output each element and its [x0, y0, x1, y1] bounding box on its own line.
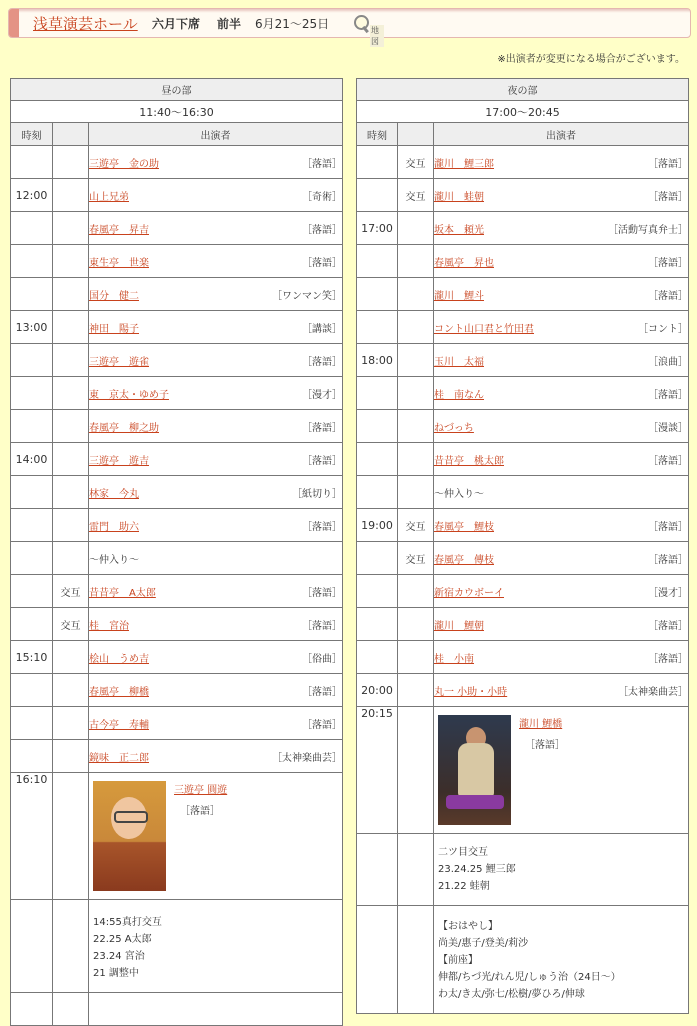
kotai-cell — [53, 542, 89, 575]
kotai-cell: 交互 — [398, 146, 434, 179]
program-row — [11, 146, 343, 179]
program-row — [357, 674, 689, 707]
program-row — [11, 641, 343, 674]
genre-label: ［漫才］ — [648, 587, 688, 599]
header-accent-bar — [9, 9, 19, 37]
performer-photo[interactable] — [438, 715, 511, 825]
time-cell — [357, 542, 398, 575]
kotai-cell — [53, 443, 89, 476]
genre-label: ［落語］ — [648, 389, 688, 401]
genre-label: ［落語］ — [302, 158, 342, 170]
kotai-cell — [53, 146, 89, 179]
time-cell — [357, 834, 398, 906]
performer-link[interactable]: 春風亭 柳之助 — [89, 422, 159, 434]
performer-link[interactable]: 桂 南なん — [434, 389, 484, 401]
program-row — [11, 443, 343, 476]
genre-label: ［漫才］ — [302, 389, 342, 401]
genre-label: ［落語］ — [302, 224, 342, 236]
performer-link[interactable]: 春風亭 昇也 — [434, 257, 494, 269]
time-cell — [11, 993, 53, 1026]
performer-cell — [89, 740, 343, 773]
performer-cell — [434, 509, 689, 542]
performer-cell — [89, 476, 343, 509]
program-row — [357, 410, 689, 443]
kotai-cell — [53, 740, 89, 773]
day-notes — [89, 900, 343, 993]
performer-cell — [434, 674, 689, 707]
performer-cell — [89, 278, 343, 311]
time-cell — [11, 509, 53, 542]
kotai-cell — [53, 509, 89, 542]
program-period: 六月下席 — [152, 17, 201, 31]
performer-link[interactable]: 国分 健二 — [89, 290, 139, 302]
performer-cell — [89, 146, 343, 179]
map-label: 地図 — [370, 25, 384, 47]
performer-cell — [434, 146, 689, 179]
performer-link[interactable]: 古今亭 寿輔 — [89, 719, 149, 731]
kotai-cell — [53, 311, 89, 344]
program-row — [11, 476, 343, 509]
time-cell — [11, 575, 53, 608]
featured-performer — [89, 773, 343, 900]
kotai-cell — [53, 344, 89, 377]
performer-link[interactable]: 三遊亭 遊吉 — [89, 455, 149, 467]
program-row — [357, 608, 689, 641]
featured-time: 20:15 — [357, 707, 398, 834]
performer-cell — [89, 245, 343, 278]
time-cell — [357, 476, 398, 509]
program-header — [8, 8, 691, 46]
time-cell — [357, 179, 398, 212]
performer-cell — [434, 476, 689, 509]
genre-label: ［活動写真弁士］ — [608, 224, 688, 236]
intermission-label: 〜仲入り〜 — [89, 554, 139, 566]
program-row — [11, 674, 343, 707]
program-row — [357, 212, 689, 245]
featured-time: 16:10 — [11, 773, 53, 900]
performer-cell — [434, 608, 689, 641]
time-cell — [11, 377, 53, 410]
kotai-cell — [53, 773, 89, 900]
program-row — [357, 641, 689, 674]
genre-label: ［浪曲］ — [648, 356, 688, 368]
program-row — [11, 212, 343, 245]
time-cell: 20:00 — [357, 674, 398, 707]
genre-label: ［落語］ — [648, 521, 688, 533]
performer-link[interactable]: 桂 宮治 — [89, 620, 129, 632]
kotai-cell — [53, 476, 89, 509]
night-section-hours: 17:00〜20:45 — [357, 101, 689, 123]
program-row — [357, 344, 689, 377]
program-row — [11, 509, 343, 542]
program-row — [11, 575, 343, 608]
performer-link[interactable]: 桧山 うめ吉 — [89, 653, 149, 665]
time-cell — [357, 245, 398, 278]
featured-genre: ［落語］ — [180, 806, 220, 817]
performer-link[interactable]: 瀧川 鯉朝 — [434, 620, 484, 632]
genre-label: ［紙切り］ — [292, 488, 342, 500]
program-row — [11, 278, 343, 311]
featured-performer — [434, 707, 689, 834]
genre-label: ［落語］ — [302, 356, 342, 368]
time-cell: 19:00 — [357, 509, 398, 542]
note-line: 二ツ目交互 — [438, 847, 488, 858]
performer-link[interactable]: コント山口君と竹田君 — [434, 323, 534, 335]
genre-label: ［落語］ — [648, 191, 688, 203]
photo-body — [458, 743, 494, 797]
kotai-cell — [398, 443, 434, 476]
time-cell — [357, 906, 398, 1014]
time-cell — [357, 311, 398, 344]
time-cell — [357, 278, 398, 311]
performer-link[interactable]: 昔昔亭 A太郎 — [89, 587, 156, 599]
time-cell — [11, 740, 53, 773]
kotai-cell — [53, 377, 89, 410]
time-column-header: 時刻 — [11, 123, 53, 146]
time-cell — [357, 410, 398, 443]
program-row — [357, 377, 689, 410]
time-cell — [357, 443, 398, 476]
program-row — [357, 542, 689, 575]
kotai-cell — [53, 212, 89, 245]
note-line: 尚美/惠子/登美/莉沙 — [438, 938, 529, 949]
time-cell — [357, 146, 398, 179]
genre-label: ［俗曲］ — [302, 653, 342, 665]
program-row — [357, 278, 689, 311]
note-line: わ太/き太/弥七/松樹/夢ひろ/伸球 — [438, 989, 585, 1000]
program-row — [11, 707, 343, 740]
time-cell — [11, 344, 53, 377]
genre-label: ［落語］ — [648, 290, 688, 302]
performer-cell — [89, 377, 343, 410]
note-line: 21.22 蛙朝 — [438, 881, 490, 892]
kotai-cell: 交互 — [398, 509, 434, 542]
performer-column-header: 出演者 — [89, 123, 343, 146]
note-line: 伸都/ちづ光/れん児/しゅう治（24日〜） — [438, 972, 621, 983]
featured-performer-link[interactable]: 瀧川 鯉橋 — [519, 719, 563, 730]
kotai-cell — [398, 707, 434, 834]
performer-cell — [434, 179, 689, 212]
performer-link[interactable]: 春風亭 柳橋 — [89, 686, 149, 698]
program-row — [11, 245, 343, 278]
performer-link[interactable]: 瀧川 鯉斗 — [434, 290, 484, 302]
time-cell — [11, 212, 53, 245]
kotai-cell — [398, 344, 434, 377]
kotai-cell — [398, 674, 434, 707]
performer-cell — [89, 674, 343, 707]
genre-label: ［落語］ — [648, 653, 688, 665]
kotai-cell — [53, 707, 89, 740]
performer-cell — [434, 641, 689, 674]
time-cell — [357, 641, 398, 674]
performer-cell — [89, 443, 343, 476]
kotai-cell — [53, 993, 89, 1026]
performer-link[interactable]: 新宿カウボーイ — [434, 587, 504, 599]
performer-link[interactable]: 玉川 太福 — [434, 356, 484, 368]
program-row — [11, 377, 343, 410]
kotai-cell — [53, 179, 89, 212]
performer-cell — [89, 410, 343, 443]
genre-label: ［落語］ — [302, 257, 342, 269]
performer-link[interactable]: 三遊亭 金の助 — [89, 158, 159, 170]
performer-link[interactable]: 昔昔亭 桃太郎 — [434, 455, 504, 467]
genre-label: ［落語］ — [648, 455, 688, 467]
time-column-header: 時刻 — [357, 123, 398, 146]
performer-cell — [434, 443, 689, 476]
alt-column-header — [398, 123, 434, 146]
empty-cell — [89, 993, 343, 1026]
performer-link[interactable]: 山上兄弟 — [89, 191, 129, 203]
performer-link[interactable]: 坂本 頼光 — [434, 224, 484, 236]
note-line: 22.25 A太郎 — [93, 934, 152, 945]
kotai-cell — [398, 575, 434, 608]
night-program-table — [356, 78, 689, 1014]
program-row — [357, 146, 689, 179]
featured-performer-link[interactable]: 三遊亭 圓遊 — [174, 785, 228, 796]
kotai-cell — [398, 641, 434, 674]
time-cell — [357, 377, 398, 410]
night-section-label: 夜の部 — [357, 79, 689, 101]
kotai-cell: 交互 — [398, 542, 434, 575]
program-row — [11, 410, 343, 443]
genre-label: ［落語］ — [648, 554, 688, 566]
time-cell — [11, 542, 53, 575]
genre-label: ［落語］ — [302, 521, 342, 533]
time-cell: 12:00 — [11, 179, 53, 212]
performer-cell — [434, 245, 689, 278]
kotai-cell: 交互 — [398, 179, 434, 212]
time-cell: 18:00 — [357, 344, 398, 377]
note-line: 21 調整中 — [93, 968, 139, 979]
genre-label: ［コント］ — [638, 323, 688, 335]
performer-link[interactable]: 丸一 小助・小時 — [434, 686, 508, 698]
program-row — [357, 179, 689, 212]
program-row — [357, 245, 689, 278]
time-cell: 15:10 — [11, 641, 53, 674]
kotai-cell — [53, 410, 89, 443]
program-row — [357, 509, 689, 542]
time-cell — [11, 674, 53, 707]
genre-label: ［落語］ — [302, 422, 342, 434]
genre-label: ［奇術］ — [302, 191, 342, 203]
map-link[interactable] — [354, 15, 384, 46]
performer-cell — [89, 212, 343, 245]
kotai-cell — [53, 278, 89, 311]
note-line: 14:55真打交互 — [93, 917, 162, 928]
kotai-cell — [53, 641, 89, 674]
performer-cell — [434, 542, 689, 575]
photo-glasses — [114, 811, 148, 823]
venue-title-link[interactable]: 浅草演芸ホール — [33, 15, 138, 33]
performer-link[interactable]: 東 京太・ゆめ子 — [89, 389, 169, 401]
program-row — [11, 542, 343, 575]
time-cell: 13:00 — [11, 311, 53, 344]
program-row — [11, 311, 343, 344]
performer-link[interactable]: 春風亭 傳枝 — [434, 554, 494, 566]
genre-label: ［落語］ — [302, 455, 342, 467]
time-cell — [11, 410, 53, 443]
note-line: 23.24 宮治 — [93, 951, 145, 962]
performer-link[interactable]: 林家 今丸 — [89, 488, 139, 500]
time-cell — [11, 476, 53, 509]
program-row — [11, 608, 343, 641]
genre-label: ［落語］ — [648, 158, 688, 170]
program-row — [11, 344, 343, 377]
performer-cell — [434, 344, 689, 377]
genre-label: ［ワンマン笑］ — [272, 290, 342, 302]
performer-cell — [434, 575, 689, 608]
performer-cell — [434, 311, 689, 344]
performer-cell — [89, 707, 343, 740]
kotai-cell — [398, 278, 434, 311]
time-cell — [11, 245, 53, 278]
program-row — [357, 311, 689, 344]
kotai-cell: 交互 — [53, 575, 89, 608]
magnifier-handle — [362, 26, 369, 33]
performer-link[interactable]: 鏡味 正二郎 — [89, 752, 149, 764]
change-notice: ※出演者が変更になる場合がございます。 — [497, 54, 685, 65]
alt-column-header — [53, 123, 89, 146]
kotai-cell — [398, 377, 434, 410]
day-section-label: 昼の部 — [11, 79, 343, 101]
performer-cell — [434, 377, 689, 410]
performer-cell — [89, 509, 343, 542]
performer-link[interactable]: 春風亭 昇吉 — [89, 224, 149, 236]
time-cell — [11, 900, 53, 993]
performer-cell — [89, 542, 343, 575]
performer-photo[interactable] — [93, 781, 166, 891]
performer-cell — [89, 608, 343, 641]
genre-label: ［落語］ — [648, 620, 688, 632]
featured-genre: ［落語］ — [525, 740, 565, 751]
time-cell — [11, 608, 53, 641]
genre-label: ［漫談］ — [648, 422, 688, 434]
kotai-cell: 交互 — [53, 608, 89, 641]
performer-link[interactable]: 瀧川 鯉三郎 — [434, 158, 494, 170]
program-row — [11, 740, 343, 773]
genre-label: ［落語］ — [648, 257, 688, 269]
genre-label: ［講談］ — [302, 323, 342, 335]
program-row — [357, 443, 689, 476]
kotai-cell — [398, 834, 434, 906]
performer-cell — [89, 344, 343, 377]
performer-column-header: 出演者 — [434, 123, 689, 146]
genre-label: ［太神楽曲芸］ — [272, 752, 342, 764]
performer-link[interactable]: 春風亭 鯉枝 — [434, 521, 494, 533]
genre-label: ［落語］ — [302, 620, 342, 632]
kotai-cell — [53, 674, 89, 707]
time-cell — [11, 707, 53, 740]
note-line: 【前座】 — [438, 955, 478, 966]
time-cell: 17:00 — [357, 212, 398, 245]
performer-cell — [89, 179, 343, 212]
kotai-cell — [53, 245, 89, 278]
time-cell — [11, 278, 53, 311]
kotai-cell — [398, 410, 434, 443]
performer-cell — [89, 311, 343, 344]
performer-cell — [89, 575, 343, 608]
kotai-cell — [398, 906, 434, 1014]
performer-cell — [434, 410, 689, 443]
night-notes-rotation — [434, 834, 689, 906]
photo-cushion — [446, 795, 504, 809]
genre-label: ［落語］ — [302, 719, 342, 731]
note-line: 23.24.25 鯉三郎 — [438, 864, 516, 875]
time-cell: 14:00 — [11, 443, 53, 476]
genre-label: ［太神楽曲芸］ — [618, 686, 688, 698]
performer-link[interactable]: 桂 小南 — [434, 653, 474, 665]
program-row — [357, 476, 689, 509]
performer-cell — [89, 641, 343, 674]
kotai-cell — [398, 245, 434, 278]
performer-link[interactable]: 三遊亭 遊雀 — [89, 356, 149, 368]
program-row — [357, 575, 689, 608]
kotai-cell — [398, 608, 434, 641]
time-cell — [11, 146, 53, 179]
performer-link[interactable]: 瀧川 蛙朝 — [434, 191, 484, 203]
kotai-cell — [398, 311, 434, 344]
performer-link[interactable]: ねづっち — [434, 422, 474, 434]
kotai-cell — [53, 900, 89, 993]
kotai-cell — [398, 212, 434, 245]
performer-link[interactable]: 東生亭 世楽 — [89, 257, 149, 269]
performer-cell — [434, 278, 689, 311]
kotai-cell — [398, 476, 434, 509]
note-line: 【おはやし】 — [438, 921, 498, 932]
day-program-table — [10, 78, 343, 1026]
program-row — [11, 179, 343, 212]
time-cell — [357, 575, 398, 608]
program-dates: 6月21〜25日 — [255, 17, 330, 31]
performer-cell — [434, 212, 689, 245]
program-half: 前半 — [217, 17, 242, 31]
night-notes-staff — [434, 906, 689, 1014]
day-section-hours: 11:40〜16:30 — [11, 101, 343, 123]
performer-link[interactable]: 神田 陽子 — [89, 323, 139, 335]
intermission-label: 〜仲入り〜 — [434, 488, 484, 500]
time-cell — [357, 608, 398, 641]
performer-link[interactable]: 雷門 助六 — [89, 521, 139, 533]
genre-label: ［落語］ — [302, 587, 342, 599]
genre-label: ［落語］ — [302, 686, 342, 698]
